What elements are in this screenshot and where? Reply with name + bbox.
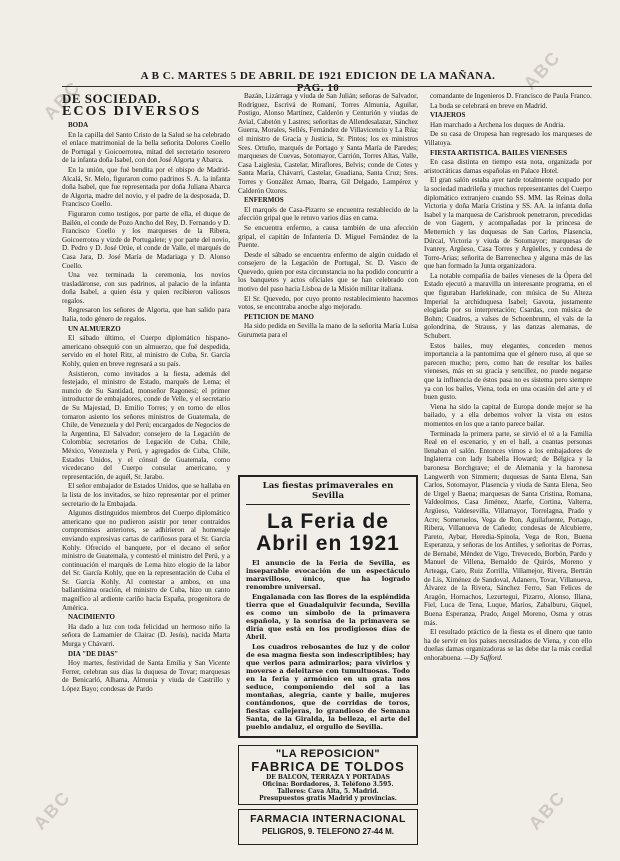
paragraph: Terminada la primera parte, se sirvió el té a la Familia Real en el escenario, y en el hall, a cuantas personas llenaban el salón. Entonces vimos a los embajadores de Inglaterra con lady Isabella Howard; de Bélgica y la baronesa Borchgrave; el de Alemania y la baronesa Langwerth von Simmern; duquesas de Santa Elena, San Carlos, Sotomayor, Plasencia y viuda de Santa Elena, Seo de Urgel y Baena; marquesas de Santa Cristina, Romana, Valdeolmos, Casa Jiménez, Atarfe, Cortina, Valterra, Argüeso, Valdesevilla, Villamayor, Torrelagna, Prado y Acre; Someruelos, Vega de Ron, Aguilafuente, Portago, Ribera, Villanueva de Cañedo; condesas de Alcubierre, Pareto, Aybar, Heredia-Spinola, Vega de Ron, Buena Esperanza, y señoras de los Antiñes, y señoritas de Porras, de Bernabé, Méndez de Vigo, Trevecedo, Borbón, Pardo y Manuel de Villena, Bernaldo de Quirós, Moreno y Arteaga, Caro, Ruiz Zorrilla, Villamejor, Rivera, Bertrán de Lis, Ximénez de Sandoval, Adanero, Tovar, Villanueva, Álvarez de la Rivera, Sánchez Ferro, San Felices de Aragón, Hornachos, Lezurtegui, Pizarro, Alonso, Illana, Fiel, Luca de Tena, Luque, Marios, Zabalburu, Giquel, Buena Esperanza, Prado, Angel Moreno, Osma y otras más. <box>424 429 592 627</box>
closing-text: El resultado práctico de la fiesta es el dinero que tanto ha de servir en los países necesitados de Viena, y con ello dueñas damas organizadoras se las debe dar la más cordial enhorabuena. <box>424 628 592 662</box>
subhead-almuerzo: UN ALMUERZO <box>68 324 121 333</box>
paragraph: En casa distinta en tiempo esta nota, organizada por aristocráticas damas españolas en Palace Hotel. <box>424 158 592 175</box>
column-3 <box>424 92 592 844</box>
ad-line: Presupuestos gratis Madrid y provincias. <box>259 795 397 802</box>
subhead-dias: DIA "DE DIAS" <box>68 649 119 658</box>
paragraph: El Sr. Quevedo, por cuyo pronto restablecimiento hacemos votos, se encontraba anoche algo mejorado. <box>238 294 418 312</box>
subhead-boda: BODA <box>68 121 89 129</box>
paragraph: Han marchado a Archena los duques de Andria. <box>430 120 566 129</box>
subhead-peticion: PETICION DE MANO <box>244 312 315 321</box>
ad-line: Oficina: Bordadores, 3. Teléfono 3.595. <box>262 781 394 788</box>
ad-line: DE BALCON, TERRAZA Y PORTADAS <box>266 774 390 781</box>
feria-advertisement <box>238 475 418 738</box>
paragraph: Hoy martes, festividad de Santa Emilia y San Vicente Ferrer, celebran sus días la duquesa de Tovar; marquesas de Benicarló, Alhama, Almunia y viuda de Castrillo y López Bayo; condesas de Pardo <box>62 659 230 693</box>
column-2 <box>238 92 418 470</box>
watermark-bottom-left: ABC <box>29 786 75 834</box>
ad-brand: FARMACIA INTERNACIONAL <box>250 813 406 825</box>
column-1 <box>62 92 230 844</box>
ad-paragraph: Los cuadros rebosantes de luz y de color de esa magna fiesta son indescriptibles; hay que verlos para admirarlos; para vivirlos y moverse a deleitarse con tumultuosas. Todo en la feria y armónico en un grata nos seduce, componiendo del sol a las montañas, alegría, cante y baile, mujeres contándonos, que de corridas de toros, fiestas callejeras, lo grandioso de Semana Santa, de la Giralda, la belleza, el arte del pueblo andaluz, el orgullo de Sevilla. <box>246 643 410 731</box>
subhead-viajeros: VIAJEROS <box>430 111 466 120</box>
ad-headline: FABRICA DE TOLDOS <box>251 759 405 774</box>
paragraph: El sábado último, el Cuerpo diplomático hispano-americano obsequió con un almuerzo, que fué despedida, servido en el hotel Ritz, al ministro de Cuba, Sr. García Kohly, quien en breve regresará a su país. <box>62 334 230 369</box>
ad-address: PELIGROS, 9. TELEFONO 27-44 M. <box>261 827 395 836</box>
paragraph: Una vez terminada la ceremonia, los novios trasladáronse, con sus padrinos, al palacio de la infanta doña Isabel, a quien ésta y quien recibieron valiosos regalos. <box>62 271 230 305</box>
watermark-top-left: ABC <box>39 76 85 124</box>
page-header: A B C. MARTES 5 DE ABRIL DE 1921 EDICION DE LA MAÑANA. PAG. 10 <box>140 70 496 94</box>
ad-paragraph: El anuncio de la Feria de Sevilla, es inseparable evocación de un espectáculo maravilloso, único, que ha logrado renombre universal. <box>246 559 410 591</box>
paragraph: El señor embajador de Estados Unidos, que se hallaba en la lista de los invitados, se hizo representar por el primer secretario de la Embajada. <box>62 482 230 508</box>
paragraph: Ha dado a luz con toda felicidad un hermoso niño la señora de Lamamier de Clairac (D. Jesús), nacida Marta Murga y Chávarri. <box>62 622 230 649</box>
paragraph: Algunos distinguidos miembros del Cuerpo diplomático americano que no pudieron asistir por tener contraídos compromisos anteriores, se adhirieron al homenaje enviando expresivas cartas de cariñosos para el Sr. García Kohly. Ofrecido el banquete, por el decano el señor ministro de Guatemala, y contestó el ministro del Perú, y a continuación el marqués de Lema hizo elogio de la labor del Sr. García Kohly, que en la representación de Cuba el Sr. García Kohly. Al contestar a ambos, en una ballantísima oración, el ministro de Cuba, hizo un canto magnífico al ardiente cariño hacia España, progenitora de América. <box>62 509 230 612</box>
subhead-fiesta: FIESTA ARTISTICA. BAILES VIENESES <box>430 147 568 157</box>
paragraph: El gran salón estaba ayer tarde totalmente ocupado por la sociedad madrileña y muchos representantes del Cuerpo diplomático extranjero cuando SS. MM. las Reinas doña Victoria y doña María Cristina y SS. AA. la infanta doña Isabel y la marquesa de Carisbrook penetraron, precedidas de von Gagern, y acompañadas por la princesa de Metternich y las duquesas de San Carlos, Plasencia, Dúrcal, Victoria y viuda de Sotomayor; marquesas de Ivanrey, Argüeso, Casa Torres y Argüelles, y condesa de Torre-Arias; señorita de Barrenechea y alguna más de las que han formado la Junta organizadora. <box>424 176 592 271</box>
section-title-ecos: ECOS DIVERSOS <box>62 104 202 119</box>
paragraph: Regresaron los señores de Algorta, que han salido para Italia, todo género de regalos. <box>62 306 230 324</box>
paragraph: En la capilla del Santo Cristo de la Salud se ha celebrado el enlace matrimonial de la bella señorita Dolores Coello de Portugal y Goicoerrotea, mitad del secretario tesorero de la infanta doña Isabel, con don José Algorta y Abarca. <box>62 130 230 165</box>
ad-kicker: Las fiestas primaverales en Sevilla <box>246 481 410 505</box>
paragraph: Se encuentra enfermo, a causa también de una afección gripal, el capitán de Infantería D. Miguel Fernández de la Puente. <box>238 223 418 250</box>
paragraph: El marqués de Casa-Pizarro se encuentra restablecido de la afección gripal que le retuvo varios días en cama. <box>238 205 418 223</box>
paragraph: Bazán, Lizárraga y viuda de San Julián; señoras de Salvador, Rodríguez, Escrivá de Romaní, Torres Almunia, Aguilar, Postigo, Alonso Martínez, Calderón y Centurión y viudas de Avial, Cabetón y Lastres; señoritas de Allendesalazar, Sánchez Guerra, Morales, Sellés, Fernández de Villavicencio y La Rúa; el ministro de Gracia y Justicia, Sr. Pintos; los ex ministros Sres. Ortuño, marqués de Portago y Santa María de Paredes; marqueses de Cuevas, Sotomayor, Carrión, Torres Altas, Valle, Casa Laiglesia, Castelar, Miraflores, Belvis; conde de Cotes y Santa María, Chávarri, Castelar, Guadiana, Santa Cruz; Sres. Torres y González Arnao, Ibarra, Gil Delgado, Lampérez y Calderón Ozores. <box>238 92 418 195</box>
paragraph: Estos bailes, muy elegantes, conceden menos importancia a la pantomima que el género ruso, al que se parecen mucho; pero, como han de resultar los bailes vieneses, más en su gracia y sencillez, no puede negarse que la influencia de éstos pasa no es sistema pero siempre ya con los bailes, Viena, toda en una ocasión del arte y el buen gusto. <box>424 341 592 402</box>
toldos-advertisement <box>238 745 418 805</box>
header-rule <box>62 86 592 87</box>
paragraph: La boda se celebrará en breve en Madrid. <box>430 101 548 110</box>
ad-paragraph: Engalanada con las flores de la espléndida tierra que el Guadalquivir fecunda, Sevilla es como un símbolo de la primavera española, y la sonrisa de la primavera se diría que está en los prodigiosos días de Abril. <box>246 593 410 641</box>
paragraph: Viena ha sido la capital de Europa donde mejor se ha bailado, y a ella debemos volver la vista en estos momentos en los que a tanto parece bailar. <box>424 402 592 428</box>
subhead-enfermos: ENFERMOS <box>244 196 284 205</box>
signature: —Dy Safford. <box>463 654 503 662</box>
paragraph: Figuraron como testigos, por parte de ella, el duque de Bailén, el conde de Pozo Ancho del Rey, D. Fernando y D. Francisco Coello y los marqueses de la Ribera, Goicoerrotea y vizde de Portugalete; y por parte del novio, D. Pedro y D. José Orúe, el conde de Valle, el marqués de Casa Jara, D. José María de Madariaga y D. Alonso Coello. <box>62 209 230 270</box>
watermark-bottom-right: ABC <box>524 786 570 834</box>
paragraph: Ha sido pedida en Sevilla la mano de la señorita María Luisa Gurumeta para el <box>238 322 418 340</box>
section-title-sociedad: DE SOCIEDAD. <box>62 92 162 106</box>
ad-line: Talleres: Cava Alta, 5. Madrid. <box>277 788 379 795</box>
paragraph: De su casa de Oropesa han regresado los marqueses de Villatoya. <box>424 130 592 147</box>
paragraph: Desde el sábado se encuentra enfermo de algún cuidado el consejero de la Legación de Portugal, Sr. D. Vasco de Quevedo, quien por esta circunstancia no ha podido concurrir a los banquetes y actos oficiales que se han celebrado con motivo del paso hacia Lisboa de la Misión militar italiana. <box>238 250 418 294</box>
ad-title: La Feria de Abril en 1921 <box>256 510 400 555</box>
paragraph: Asistieron, como invitados a la fiesta, además del festejado, el ministro de Estado, marqués de Lema; el nuncio de Su Santidad, monseñor Ragonesi; el primer introductor de embajadores, conde de Velle, y el secretario de Su Majestad, D. Emilio Torres; y en torno de ellos tomaron asiento los señores ministros de Guatemala, de Chile, de Venezuela y del Perú; encargados de Negocios de la Argentina, El Salvador; consejero de la Legación de Colombia; secretarios de Legación de Cuba, Chile, México, Venezuela y Perú, y agregados de Cuba, Chile, Estados Unidos, y el cónsul de Guatemala, como vicedecano del Cuerpo consular americano, y representación, de aquél, Sr. Jarabo. <box>62 369 230 481</box>
paragraph: La notable compañía de bailes vieneses de la Ópera del Estado ejecutó a maravilla un interesante programa, en el que figuraban Harlekinade, con música de Su Alteza Imperial la archiduquesa Isabel; Gavota, justamente elogiada por su interpretación; Csardas, con música de Bohm; Cuadros, a valses de Schoenbrunn, el vals de la golondrina, de Strauss, y las danzas alemanas, de Schubert. <box>424 271 592 341</box>
paragraph <box>424 628 592 662</box>
ad-brand: "LA REPOSICION" <box>275 748 381 760</box>
subhead-nacimiento: NACIMIENTO <box>68 613 115 622</box>
paragraph: En la unión, que fué bendita por el obispo de Madrid-Alcalá, Sr. Melo, figuraron como padrinos S. A. la infanta doña Isabel, que fue representada por doña Juliana Abarca de Algorta, madre del novio, y el padre de la desposada, D. Francisco Coello. <box>62 165 230 209</box>
ad-body <box>246 559 410 731</box>
paragraph: comandante de Ingenieros D. Francisco de Paula Franco. <box>430 92 592 100</box>
watermark-top-right: ABC <box>519 46 565 94</box>
farmacia-advertisement <box>238 809 418 845</box>
